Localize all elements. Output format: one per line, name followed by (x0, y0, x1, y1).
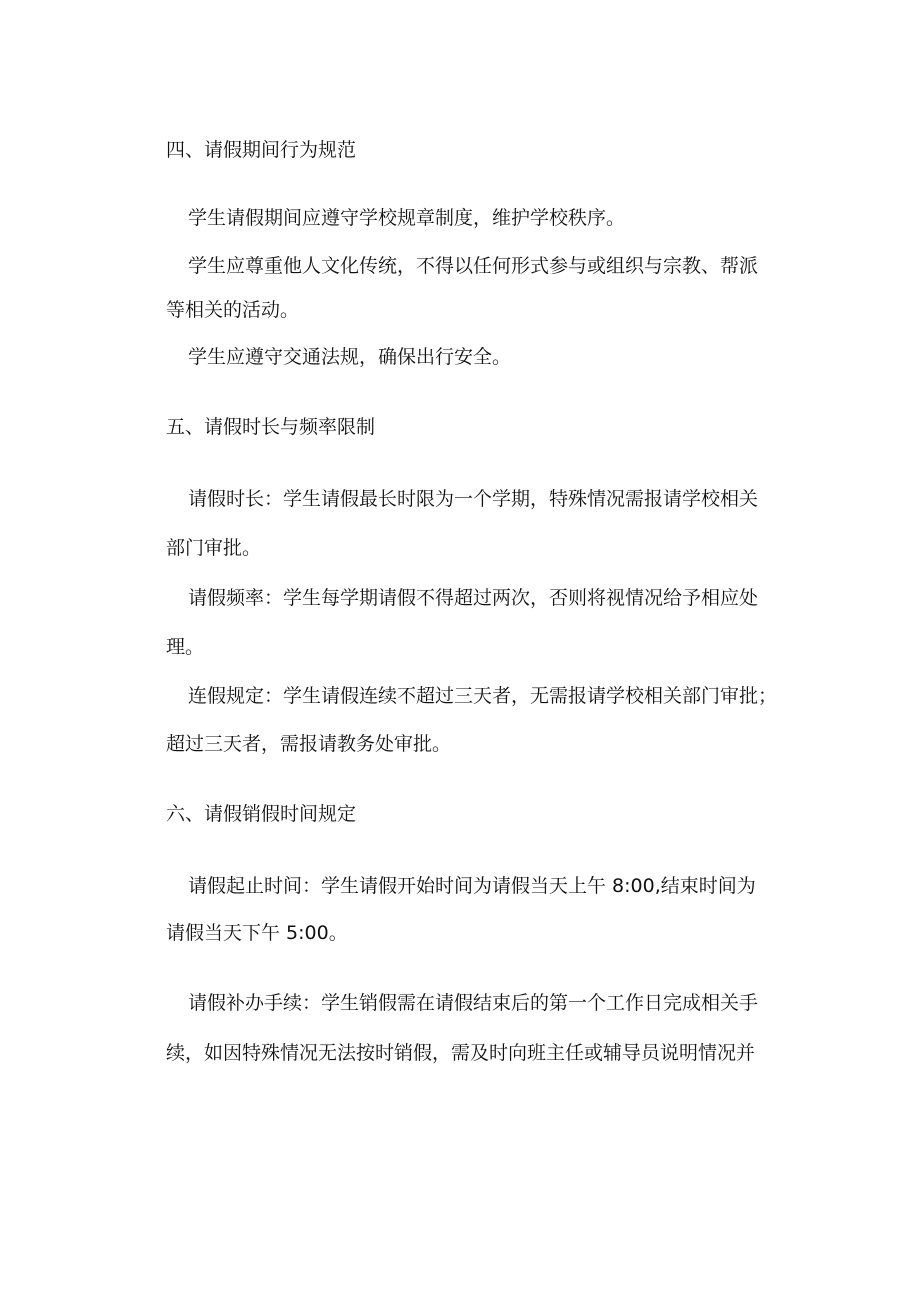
paragraph-line: 请假起止时间：学生请假开始时间为请假当天上午 8:00,结束时间为 (188, 875, 756, 897)
paragraph-line: 部门审批。 (166, 537, 262, 559)
paragraph-line: 连假规定：学生请假连续不超过三天者，无需报请学校相关部门审批； (188, 685, 778, 707)
paragraph-line: 等相关的活动。 (166, 299, 300, 321)
paragraph-line: 学生请假期间应遵守学校规章制度，维护学校秩序。 (188, 207, 626, 229)
paragraph-line: 学生应尊重他人文化传统，不得以任何形式参与或组织与宗教、帮派 (188, 255, 759, 277)
paragraph-line: 超过三天者，需报请教务处审批。 (166, 733, 452, 755)
paragraph-line: 请假时长：学生请假最长时限为一个学期，特殊情况需报请学校相关 (188, 488, 759, 510)
paragraph-line: 请假补办手续：学生销假需在请假结束后的第一个工作日完成相关手 (188, 992, 759, 1014)
paragraph-line: 请假当天下午 5:00。 (166, 922, 348, 944)
paragraph-line: 学生应遵守交通法规，确保出行安全。 (188, 346, 512, 368)
paragraph-line: 理。 (166, 636, 205, 658)
paragraph-line: 续，如因特殊情况无法按时销假，需及时向班主任或辅导员说明情况并 (166, 1042, 756, 1064)
section-heading-6: 六、请假销假时间规定 (166, 803, 357, 825)
paragraph-line: 请假频率：学生每学期请假不得超过两次，否则将视情况给予相应处 (188, 587, 759, 609)
section-heading-5: 五、请假时长与频率限制 (166, 416, 376, 438)
section-heading-4: 四、请假期间行为规范 (166, 139, 357, 161)
